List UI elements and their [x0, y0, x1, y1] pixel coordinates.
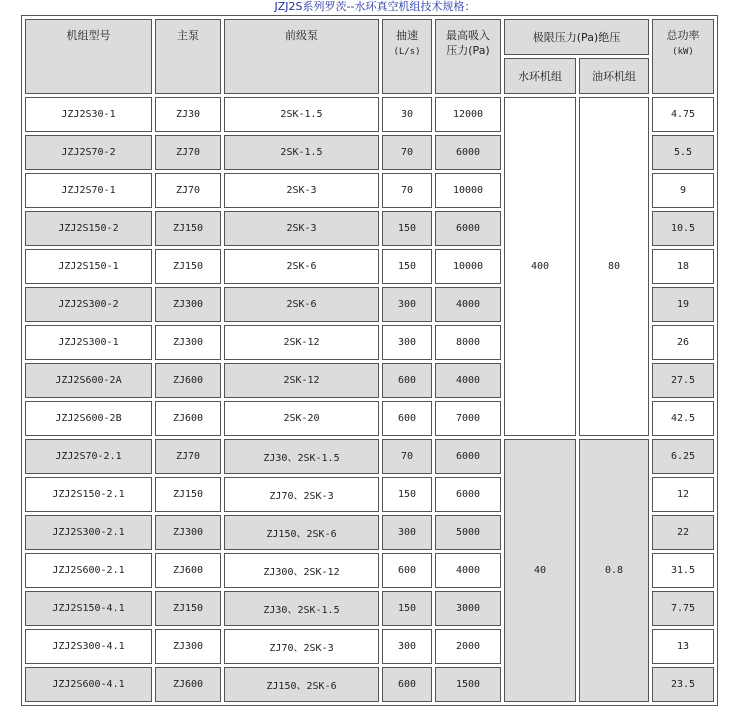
table-header: [25, 19, 714, 94]
cell-model: JZJ2S600-2.1: [25, 553, 152, 588]
cell-main-pump: ZJ70: [155, 135, 221, 170]
table-row: [25, 439, 714, 474]
cell-model: JZJ2S70-2.1: [25, 439, 152, 474]
cell-main-pump: ZJ300: [155, 287, 221, 322]
cell-power: 10.5: [652, 211, 714, 246]
cell-main-pump: ZJ600: [155, 401, 221, 436]
header-power: 总功率 (kW): [652, 19, 714, 94]
cell-speed: 70: [382, 135, 432, 170]
cell-main-pump: ZJ70: [155, 439, 221, 474]
cell-max-pressure: 4000: [435, 553, 501, 588]
table-row: [25, 97, 714, 132]
cell-max-pressure: 10000: [435, 249, 501, 284]
cell-main-pump: ZJ600: [155, 553, 221, 588]
cell-fore-pump: 2SK-3: [224, 211, 379, 246]
cell-max-pressure: 2000: [435, 629, 501, 664]
cell-power: 4.75: [652, 97, 714, 132]
cell-model: JZJ2S300-1: [25, 325, 152, 360]
header-ultimate-pressure: 极限压力(Pa)绝压: [504, 19, 649, 55]
cell-main-pump: ZJ600: [155, 667, 221, 702]
cell-speed: 70: [382, 439, 432, 474]
header-model: 机组型号: [25, 19, 152, 94]
cell-speed: 150: [382, 249, 432, 284]
cell-power: 9: [652, 173, 714, 208]
cell-max-pressure: 10000: [435, 173, 501, 208]
cell-main-pump: ZJ600: [155, 363, 221, 398]
cell-model: JZJ2S150-4.1: [25, 591, 152, 626]
cell-speed: 600: [382, 363, 432, 398]
cell-fore-pump: 2SK-1.5: [224, 135, 379, 170]
cell-power: 26: [652, 325, 714, 360]
cell-speed: 150: [382, 591, 432, 626]
cell-fore-pump: 2SK-1.5: [224, 97, 379, 132]
cell-max-pressure: 3000: [435, 591, 501, 626]
cell-model: JZJ2S300-2: [25, 287, 152, 322]
cell-power: 31.5: [652, 553, 714, 588]
cell-fore-pump: ZJ70、2SK-3: [224, 477, 379, 512]
cell-main-pump: ZJ150: [155, 249, 221, 284]
cell-max-pressure: 4000: [435, 287, 501, 322]
header-water-ring: 水环机组: [504, 58, 576, 94]
cell-max-pressure: 5000: [435, 515, 501, 550]
cell-model: JZJ2S300-2.1: [25, 515, 152, 550]
cell-speed: 600: [382, 401, 432, 436]
cell-max-pressure: 6000: [435, 135, 501, 170]
cell-fore-pump: 2SK-12: [224, 325, 379, 360]
cell-model: JZJ2S150-2: [25, 211, 152, 246]
cell-model: JZJ2S600-2A: [25, 363, 152, 398]
cell-speed: 30: [382, 97, 432, 132]
cell-fore-pump: 2SK-12: [224, 363, 379, 398]
cell-model: JZJ2S300-4.1: [25, 629, 152, 664]
cell-speed: 600: [382, 667, 432, 702]
cell-model: JZJ2S150-1: [25, 249, 152, 284]
cell-ultimate-water: 400: [504, 97, 576, 436]
spec-table: [21, 15, 718, 706]
cell-main-pump: ZJ150: [155, 211, 221, 246]
cell-model: JZJ2S600-2B: [25, 401, 152, 436]
cell-power: 7.75: [652, 591, 714, 626]
cell-max-pressure: 12000: [435, 97, 501, 132]
cell-speed: 300: [382, 287, 432, 322]
cell-fore-pump: ZJ300、2SK-12: [224, 553, 379, 588]
cell-speed: 70: [382, 173, 432, 208]
cell-model: JZJ2S150-2.1: [25, 477, 152, 512]
cell-fore-pump: 2SK-6: [224, 249, 379, 284]
cell-model: JZJ2S600-4.1: [25, 667, 152, 702]
cell-fore-pump: ZJ30、2SK-1.5: [224, 439, 379, 474]
cell-max-pressure: 6000: [435, 477, 501, 512]
page-title: JZJ2S系列罗茨--水环真空机组技术规格：: [274, 0, 476, 13]
table-body: [25, 97, 714, 702]
cell-speed: 300: [382, 629, 432, 664]
cell-main-pump: ZJ150: [155, 477, 221, 512]
cell-ultimate-oil: 0.8: [579, 439, 649, 702]
cell-power: 22: [652, 515, 714, 550]
cell-speed: 300: [382, 325, 432, 360]
cell-power: 12: [652, 477, 714, 512]
cell-model: JZJ2S70-2: [25, 135, 152, 170]
cell-power: 13: [652, 629, 714, 664]
cell-model: JZJ2S30-1: [25, 97, 152, 132]
cell-fore-pump: 2SK-3: [224, 173, 379, 208]
header-speed: 抽速 (L/s): [382, 19, 432, 94]
cell-speed: 300: [382, 515, 432, 550]
cell-power: 19: [652, 287, 714, 322]
cell-model: JZJ2S70-1: [25, 173, 152, 208]
cell-main-pump: ZJ300: [155, 515, 221, 550]
cell-max-pressure: 6000: [435, 211, 501, 246]
cell-power: 18: [652, 249, 714, 284]
cell-power: 27.5: [652, 363, 714, 398]
cell-max-pressure: 7000: [435, 401, 501, 436]
cell-main-pump: ZJ300: [155, 325, 221, 360]
cell-power: 5.5: [652, 135, 714, 170]
cell-fore-pump: 2SK-20: [224, 401, 379, 436]
header-fore-pump: 前级泵: [224, 19, 379, 94]
cell-ultimate-oil: 80: [579, 97, 649, 436]
header-max-pressure: 最高吸入 压力(Pa): [435, 19, 501, 94]
cell-fore-pump: 2SK-6: [224, 287, 379, 322]
cell-main-pump: ZJ30: [155, 97, 221, 132]
cell-power: 23.5: [652, 667, 714, 702]
header-main-pump: 主泵: [155, 19, 221, 94]
cell-power: 6.25: [652, 439, 714, 474]
cell-main-pump: ZJ70: [155, 173, 221, 208]
cell-main-pump: ZJ150: [155, 591, 221, 626]
cell-fore-pump: ZJ150、2SK-6: [224, 515, 379, 550]
cell-speed: 150: [382, 211, 432, 246]
cell-power: 42.5: [652, 401, 714, 436]
cell-max-pressure: 8000: [435, 325, 501, 360]
cell-fore-pump: ZJ30、2SK-1.5: [224, 591, 379, 626]
header-oil-ring: 油环机组: [579, 58, 649, 94]
cell-max-pressure: 4000: [435, 363, 501, 398]
cell-speed: 150: [382, 477, 432, 512]
cell-ultimate-water: 40: [504, 439, 576, 702]
cell-fore-pump: ZJ150、2SK-6: [224, 667, 379, 702]
cell-max-pressure: 1500: [435, 667, 501, 702]
cell-speed: 600: [382, 553, 432, 588]
cell-fore-pump: ZJ70、2SK-3: [224, 629, 379, 664]
cell-max-pressure: 6000: [435, 439, 501, 474]
cell-main-pump: ZJ300: [155, 629, 221, 664]
